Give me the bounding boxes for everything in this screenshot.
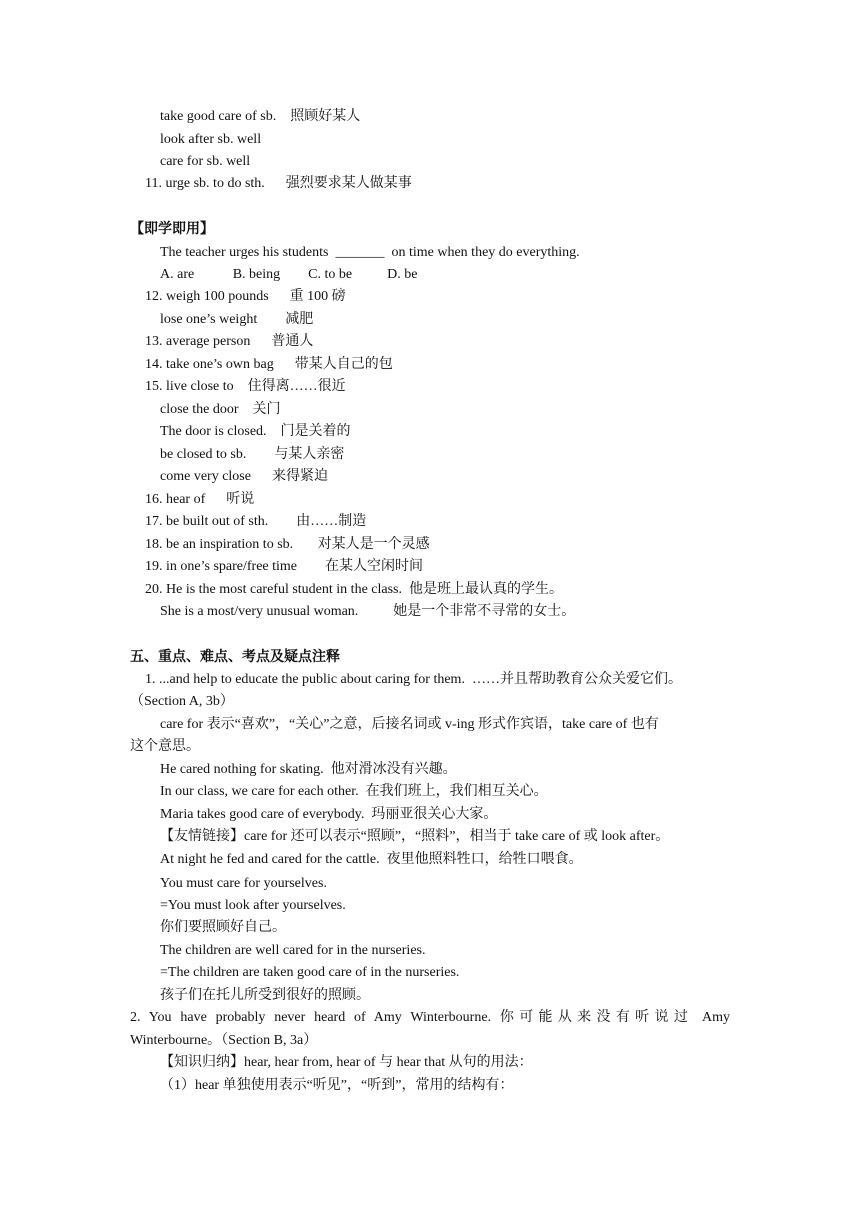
phrase-line: She is a most/very unusual woman. 她是一个非常不寻常的女士。 (160, 604, 576, 619)
numbered-phrase: 18. be an inspiration to sb. 对某人是一个灵感 (145, 537, 430, 552)
phrase-line: look after sb. well (160, 132, 262, 147)
note-line: 1. ...and help to educate the public about caring for them. ……并且帮助教育公众关爱它们。 (145, 672, 682, 687)
note-line: care for 表示“喜欢”，“关心”之意，后接名词或 v-ing 形式作宾语，take care of 也有 (160, 717, 659, 732)
section-heading: 【即学即用】 (130, 222, 214, 237)
example-sentence: At night he fed and cared for the cattle. 夜里他照料牲口，给牲口喂食。 (160, 852, 583, 867)
example-sentence: He cared nothing for skating. 他对滑冰没有兴趣。 (160, 762, 457, 777)
note-line: （Section A, 3b） (130, 694, 234, 709)
numbered-phrase: 11. urge sb. to do sth. 强烈要求某人做某事 (145, 176, 412, 191)
numbered-phrase: 19. in one’s spare/free time 在某人空闲时间 (145, 559, 424, 574)
numbered-phrase: 16. hear of 听说 (145, 492, 255, 507)
example-sentence: 孩子们在托儿所受到很好的照顾。 (160, 988, 370, 1003)
numbered-phrase: 20. He is the most careful student in the class. 他是班上最认真的学生。 (145, 582, 563, 597)
note-line: （1）hear 单独使用表示“听见”，“听到”，常用的结构有： (160, 1078, 514, 1093)
numbered-phrase: 14. take one’s own bag 带某人自己的包 (145, 357, 393, 372)
phrase-line: The door is closed. 门是关着的 (160, 424, 351, 439)
phrase-line: be closed to sb. 与某人亲密 (160, 447, 345, 462)
example-sentence: =The children are taken good care of in the nurseries. (160, 965, 460, 980)
numbered-phrase: 17. be built out of sth. 由……制造 (145, 514, 367, 529)
example-sentence: Maria takes good care of everybody. 玛丽亚很关心大家。 (160, 807, 498, 822)
phrase-line: come very close 来得紧迫 (160, 469, 328, 484)
section-heading: 五、重点、难点、考点及疑点注释 (130, 650, 340, 665)
note-line: Winterbourne。（Section B, 3a） (130, 1033, 318, 1048)
numbered-phrase: 12. weigh 100 pounds 重 100 磅 (145, 289, 346, 304)
example-sentence: =You must look after yourselves. (160, 898, 346, 913)
example-sentence: You must care for yourselves. (160, 876, 327, 891)
phrase-line: care for sb. well (160, 154, 251, 169)
note-line: 【友情链接】care for 还可以表示“照顾”，“照料”，相当于 take care of 或 look after。 (160, 829, 670, 844)
exercise-question: The teacher urges his students _______ on time when they do everything. (160, 245, 580, 260)
exercise-options: A. are B. being C. to be D. be (160, 267, 418, 282)
example-sentence: In our class, we care for each other. 在我们班上，我们相互关心。 (160, 784, 548, 799)
phrase-line: close the door 关门 (160, 402, 281, 417)
numbered-phrase: 15. live close to 住得离……很近 (145, 379, 346, 394)
note-line: 【知识归纳】hear, hear from, hear of 与 hear that 从句的用法： (160, 1055, 533, 1070)
phrase-line: lose one’s weight 减肥 (160, 312, 314, 327)
example-sentence: The children are well cared for in the nurseries. (160, 943, 426, 958)
example-sentence: 你们要照顾好自己。 (160, 920, 286, 935)
note-line: 2. You have probably never heard of Amy Winterbourne. 你可能从来没有听说过 Amy (130, 1010, 730, 1025)
note-line: 这个意思。 (130, 739, 200, 754)
numbered-phrase: 13. average person 普通人 (145, 334, 314, 349)
phrase-line: take good care of sb. 照顾好某人 (160, 109, 361, 124)
